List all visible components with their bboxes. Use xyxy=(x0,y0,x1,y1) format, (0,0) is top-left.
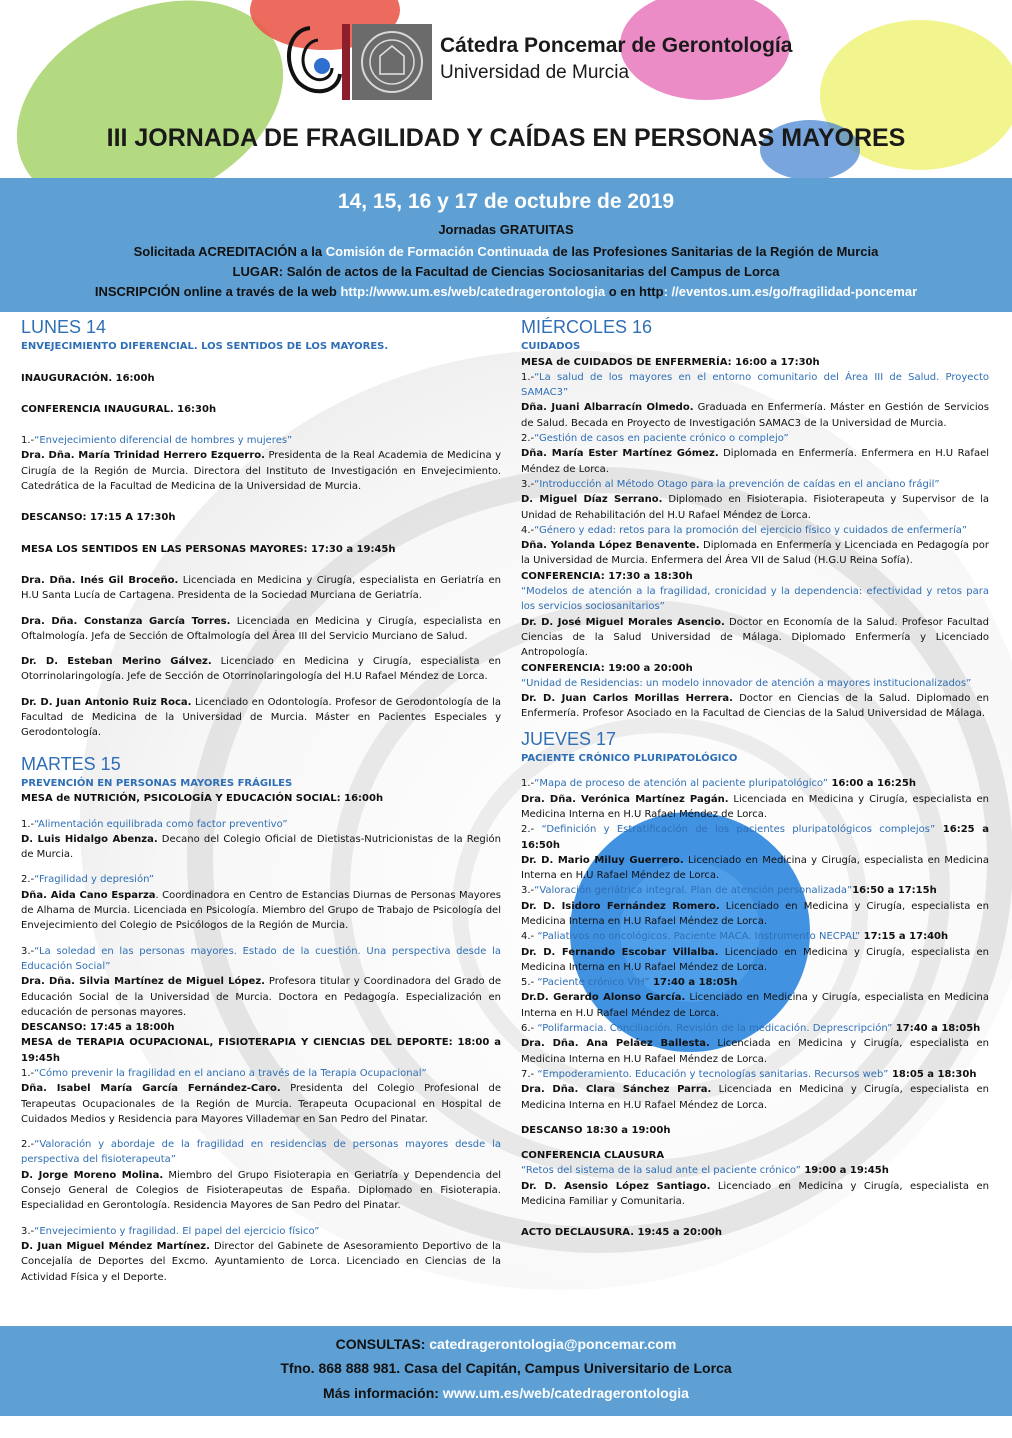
jueves-talk-5: 5.- “Paciente crónico VIH” 17:40 a 18:05h xyxy=(521,977,738,989)
martes-panel-2: MESA de TERAPIA OCUPACIONAL, FISIOTERAPIA Y CIENCIAS DEL DEPORTE: 18:00 a 19:45h xyxy=(21,1037,501,1064)
day-heading-jueves: JUEVES 17 xyxy=(521,728,617,749)
poncemar-logo xyxy=(280,22,440,102)
jueves-talk-4: 4.- “Paliativos no oncológicos. Paciente MACA. Instrumento NECPAL” 17:15 a 17:40h xyxy=(521,931,949,943)
right-column xyxy=(521,317,990,1241)
martes-talk-2: 2.-“Fragilidad y depresión” xyxy=(21,874,155,886)
more-info-line xyxy=(0,1385,1012,1401)
lunes-conference: CONFERENCIA INAUGURAL. 16:30h xyxy=(21,403,217,415)
jueves-closing-talk: “Retos del sistema de la salud ante el paciente crónico” 19:00 a 19:45h xyxy=(521,1165,889,1177)
jueves-speaker-5: Dr.D. Gerardo Alonso García. Licenciado en Medicina y Cirugía, especialista en Medicina Interna en H.U Rafael Méndez de Lorca. xyxy=(521,992,989,1019)
jueves-speaker-1: Dra. Dña. Verónica Martínez Pagán. Licenciada en Medicina y Cirugía, especialista en Medicina Interna en H.U Rafael Méndez de Lorca. xyxy=(521,793,989,820)
miercoles-speaker-2: Dña. María Ester Martínez Gómez. Diplomada en Enfermería. Enfermera en H.U Rafael Méndez de Lorca. xyxy=(521,448,990,475)
jueves-closing-act: ACTO DECLAUSURA. 19:45 a 20:00h xyxy=(521,1227,722,1239)
martes-theme: PREVENCIÓN EN PERSONAS MAYORES FRÁGILES xyxy=(21,777,293,789)
jueves-closing-speaker: Dr. D. Asensio López Santiago. Licenciado en Medicina y Cirugía, especialista en Medicina Familiar y Comunitaria. xyxy=(521,1180,989,1208)
miercoles-talk-4: 4.-“Género y edad: retos para la promoción del ejercicio físico y cuidados de enfermería” xyxy=(521,524,968,536)
jueves-talk-2: 2.- “Definición y Estratificación de los pacientes pluripatológicos complejos” 16:25 a 16:50h xyxy=(521,824,989,851)
jueves-speaker-2: Dr. D. Mario Miluy Guerrero. Licenciado en Medicina y Cirugía, especialista en Medicina Interna en H.U Rafael Méndez de Lorca. xyxy=(521,854,989,882)
venue-line: LUGAR: Salón de actos de la Facultad de Ciencias Sociosanitarias del Campus de Lorca xyxy=(232,264,780,279)
miercoles-conference-2-speaker: Dr. D. Juan Carlos Morillas Herrera. Doctor en Ciencias de la Salud. Diplomado en Enfermería. Profesor Asociado en la Facultad de Ciencias de la Salud Universidad de Málaga. xyxy=(521,693,989,720)
contact-email-link[interactable]: catedragerontologia@poncemar.com xyxy=(429,1336,677,1352)
day-heading-martes: MARTES 15 xyxy=(21,753,121,774)
jueves-talk-6: 6.- “Polifarmacia. Conciliación. Revisión de la medicación. Deprescripción” 17:40 a 18:05h xyxy=(521,1023,981,1035)
day-heading-lunes: LUNES 14 xyxy=(21,317,107,337)
accreditation-link[interactable]: Comisión de Formación Continuada xyxy=(325,244,549,259)
registration-mid: o en http xyxy=(605,284,664,299)
more-info-label: Más información: xyxy=(323,1385,443,1401)
miercoles-talk-1: 1.-“La salud de los mayores en el entorno comunitario del Área III de Salud. Proyecto SAMAC3” xyxy=(521,371,989,399)
lunes-theme: ENVEJECIMIENTO DIFERENCIAL. LOS SENTIDOS DE LOS MAYORES. xyxy=(21,341,389,353)
miercoles-theme: CUIDADOS xyxy=(521,341,581,353)
lunes-break: DESCANSO: 17:15 A 17:30h xyxy=(21,512,176,524)
accreditation-line xyxy=(0,244,1012,259)
registration-text: INSCRIPCIÓN online a través de la web xyxy=(94,284,341,299)
page-title: III JORNADA DE FRAGILIDAD Y CAÍDAS EN PERSONAS MAYORES xyxy=(106,124,906,152)
miercoles-speaker-4: Dña. Yolanda López Benavente. Diplomada en Enfermería y Licenciada en Pedagogía por la Universidad de Murcia. Enfermera del Área VII de Salud (H.G.U Reina Sofía). xyxy=(521,540,989,567)
jueves-talk-3: 3.-“Valoración geriátrica integral. Plan de atención personalizada”16:50 a 17:15h xyxy=(521,885,937,897)
miercoles-panel: MESA de CUIDADOS DE ENFERMERÍA: 16:00 a 17:30h xyxy=(521,356,820,368)
registration-link-1[interactable]: http://www.um.es/web/catedragerontologia xyxy=(340,284,606,299)
catedra-title: Cátedra Poncemar de Gerontología xyxy=(440,34,793,57)
miercoles-conference-1-speaker: Dr. D. José Miguel Morales Asencio. Doctor en Economía de la Salud. Profesor Facultad Ciencias de la Salud Universidad de Málaga. Diplomado Enfermería y Licenciado Antropología. xyxy=(521,616,989,659)
more-info-link[interactable]: www.um.es/web/catedragerontologia xyxy=(442,1385,689,1401)
martes-speaker-1: D. Luis Hidalgo Abenza. Decano del Colegio Oficial de Dietistas-Nutricionistas de la Región de Murcia. xyxy=(21,833,501,861)
lunes-panelist-2: Dra. Dña. Constanza García Torres. Licenciada en Medicina y Cirugía, especialista en Oftalmología. Jefa de Sección de Oftalmología del Área III del Servicio Murciano de Salud. xyxy=(21,615,501,642)
miercoles-conference-2: CONFERENCIA: 19:00 a 20:00h xyxy=(521,662,693,674)
accreditation-text-end: de las Profesiones Sanitarias de la Región de Murcia xyxy=(548,244,879,259)
martes-speaker-6: D. Juan Miguel Méndez Martínez. Director del Gabinete de Asesoramiento Deportivo de la Concejalía de Deportes del Excmo. Ayuntamiento de Lorca. Licenciado en Ciencias de la Actividad Física y el Deporte. xyxy=(21,1240,501,1283)
miercoles-talk-3: 3.-“Introducción al Método Otago para la prevención de caídas en el anciano frágil” xyxy=(521,478,940,490)
martes-speaker-2: Dña. Aida Cano Esparza. Coordinadora en Centro de Estancias Diurnas de Personas Mayores de Alhama de Murcia. Licenciada en Psicología. Miembro del Grupo de Trabajo de Psicología del Envejecimiento del Colegio de Psicólogos de la Región de Murcia. xyxy=(21,889,502,932)
miercoles-conference-1: CONFERENCIA: 17:30 a 18:30h xyxy=(521,570,693,582)
day-heading-miercoles: MIÉRCOLES 16 xyxy=(521,317,653,337)
left-column xyxy=(21,317,502,1285)
lunes-inauguration: INAUGURACIÓN. 16:00h xyxy=(21,372,155,384)
martes-speaker-5: D. Jorge Moreno Molina. Miembro del Grupo Fisioterapia en Geriatría y Dependencia del Consejo General de Colegios de Fisioterapeutas de España. Diplomado en Fisioterapia. Especialidad en Gerontología. Residencia Mayores de San Pedro del Pinatar. xyxy=(21,1169,501,1212)
miercoles-talk-2: 2.-“Gestión de casos en paciente crónico o complejo” xyxy=(521,433,789,445)
martes-speaker-4: Dña. Isabel María García Fernández-Caro. Presidenta del Colegio Profesional de Terapeutas Ocupacionales de la Región de Murcia. Terapeuta Ocupacional en Hospital de Cuidados Medios y Residencia para Mayores Villademar en San Pedro del Pinatar. xyxy=(21,1083,501,1125)
jueves-speaker-3: Dr. D. Isidoro Fernández Romero. Licenciado en Medicina y Cirugía, especialista en Medicina Interna en H.U Rafael Méndez de Lorca. xyxy=(521,900,989,927)
lunes-panelist-4: Dr. D. Juan Antonio Ruiz Roca. Licenciado en Odontología. Profesor de Gerodontología de la Facultad de Medicina de la Universidad de Murcia. Máster en Pacientes Especiales y Gerodontología. xyxy=(21,696,501,739)
jueves-talk-1: 1.-“Mapa de proceso de atención al paciente pluripatológico” 16:00 a 16:25h xyxy=(521,778,916,790)
registration-link-2[interactable]: : //eventos.um.es/go/fragilidad-poncemar xyxy=(663,284,918,299)
event-dates: 14, 15, 16 y 17 de octubre de 2019 xyxy=(337,190,675,213)
miercoles-conference-1-title: “Modelos de atención a la fragilidad, cronicidad y la dependencia: efectividad y retos para los servicios sociosanitarios” xyxy=(521,586,989,613)
lunes-panelist-3: Dr. D. Esteban Merino Gálvez. Licenciado en Medicina y Cirugía, especialista en Otorrinolaringología. Jefe de Sección de Otorrinolaringología del H.U Rafael Méndez de Lorca. xyxy=(21,656,502,683)
lunes-speaker-1: Dra. Dña. María Trinidad Herrero Ezquerro. Presidenta de la Real Academia de Medicina y Cirugía de la Región de Murcia. Directora del Instituto de Investigación en Envejecimiento. Catedrática de la Facultad de Medicina de la Universidad de Murcia. xyxy=(21,450,501,493)
free-notice: Jornadas GRATUITAS xyxy=(438,222,574,237)
martes-speaker-3: Dra. Dña. Silvia Martínez de Miguel López. Profesora titular y Coordinadora del Grado de Educación Social de la Universidad de Murcia. Doctora en Pedagogía. Especialización en educación de personas mayores. xyxy=(21,976,502,1018)
martes-talk-3: 3.-“La soledad en las personas mayores. Estado de la cuestión. Una perspectiva desde la Educación Social” xyxy=(21,945,501,972)
martes-break: DESCANSO: 17:45 a 18:00h xyxy=(21,1022,175,1034)
jueves-talk-7: 7.- “Empoderamiento. Educación y tecnologías sanitarias. Recursos web” 18:05 a 18:30h xyxy=(521,1068,977,1080)
phone-address-line: Tfno. 868 888 981. Casa del Capitán, Campus Universitario de Lorca xyxy=(280,1360,732,1376)
jueves-speaker-7: Dra. Dña. Clara Sánchez Parra. Licenciada en Medicina y Cirugía, especialista en Medicina Interna en H.U Rafael Méndez de Lorca. xyxy=(521,1084,989,1111)
martes-talk-1: 1.-“Alimentación equilibrada como factor preventivo” xyxy=(21,818,288,830)
lunes-panel: MESA LOS SENTIDOS EN LAS PERSONAS MAYORES: 17:30 a 19:45h xyxy=(21,543,396,555)
lunes-panelist-1: Dra. Dña. Inés Gil Broceño. Licenciada en Medicina y Cirugía, especialista en Geriatría en H.U Santa Lucía de Cartagena. Presidenta de la Sociedad Murciana de Geriatría. xyxy=(21,574,502,602)
miercoles-speaker-1: Dña. Juani Albarracín Olmedo. Graduada en Enfermería. Máster en Gestión de Servicios de Salud. Becada en Proyecto de Investigación SAMAC3 de la Universidad de Murcia. xyxy=(521,402,989,429)
contact-line xyxy=(0,1336,1012,1352)
jueves-closing-conference: CONFERENCIA CLAUSURA xyxy=(521,1150,665,1162)
registration-line xyxy=(0,284,1012,299)
lunes-talk-1: 1.-“Envejecimiento diferencial de hombres y mujeres” xyxy=(21,435,293,447)
jueves-speaker-4: Dr. D. Fernando Escobar Villalba. Licenciado en Medicina y Cirugía, especialista en Medicina Interna en H.U Rafael Méndez de Lorca. xyxy=(521,946,989,973)
jueves-speaker-6: Dra. Dña. Ana Peláez Ballesta. Licenciada en Medicina y Cirugía, especialista en Medicina Interna en H.U Rafael Méndez de Lorca. xyxy=(521,1038,989,1065)
miercoles-conference-2-title: “Unidad de Residencias: un modelo innovador de atención a mayores institucionalizados” xyxy=(521,677,972,689)
martes-talk-6: 3.-“Envejecimiento y fragilidad. El papel del ejercicio físico” xyxy=(21,1225,320,1237)
miercoles-speaker-3: D. Miguel Díaz Serrano. Diplomado en Fisioterapia. Fisioterapeuta y Supervisor de la Unidad de Rehabilitación del H.U Rafael Méndez de Lorca. xyxy=(521,494,990,521)
accreditation-text: Solicitada ACREDITACIÓN a la xyxy=(133,244,326,259)
martes-talk-5: 2.-“Valoración y abordaje de la fragilidad en residencias de personas mayores desde la perspectiva del fisioterapeuta” xyxy=(21,1139,501,1166)
university-name: Universidad de Murcia xyxy=(440,62,630,83)
contact-label: CONSULTAS: xyxy=(335,1336,430,1352)
martes-talk-4: 1.-“Cómo prevenir la fragilidad en el anciano a través de la Terapia Ocupacional” xyxy=(21,1067,427,1079)
jueves-theme: PACIENTE CRÓNICO PLURIPATOLÓGICO xyxy=(521,753,738,765)
martes-panel-1: MESA de NUTRICIÓN, PSICOLOGÍA Y EDUCACIÓN SOCIAL: 16:00h xyxy=(21,793,384,805)
jueves-break: DESCANSO 18:30 a 19:00h xyxy=(521,1124,671,1136)
